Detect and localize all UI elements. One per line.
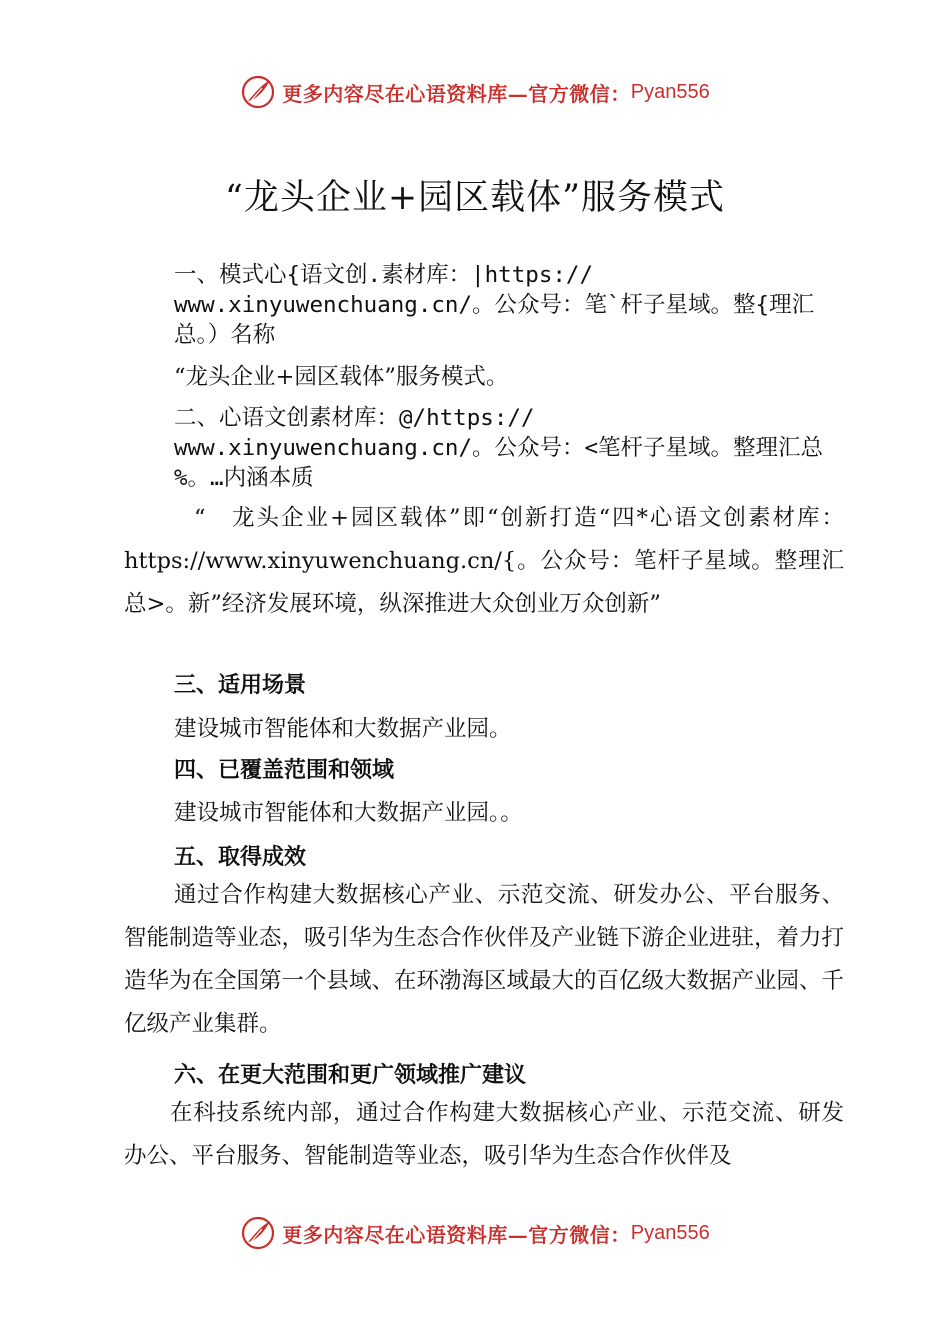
section-3-heading: 三、适用场景	[174, 673, 307, 698]
section-4-body: 建设城市智能体和大数据产业园。。	[174, 800, 523, 826]
feather-pen-logo-icon	[240, 74, 276, 110]
section-4-heading: 四、已覆盖范围和领域	[174, 758, 395, 783]
document-title: “龙头企业+园区载体”服务模式	[224, 178, 726, 218]
header-banner	[0, 72, 950, 112]
section-5-heading: 五、取得成效	[174, 845, 307, 870]
wechat-id: Pyan556	[630, 1221, 710, 1244]
section-3-body: 建设城市智能体和大数据产业园。	[174, 716, 512, 742]
section-1-body: “龙头企业+园区载体”服务模式。	[174, 364, 509, 390]
section-2-line-2: www.xinyuwenchuang.cn/。公众号：<笔杆子星域。整理汇总	[174, 435, 824, 461]
feather-pen-logo-icon	[240, 1215, 276, 1251]
footer-banner	[0, 1213, 950, 1253]
wechat-id: Pyan556	[630, 80, 710, 103]
section-1-line-1: 一、模式心{语文创.素材库：|https://	[174, 262, 594, 288]
section-1-line-2: www.xinyuwenchuang.cn/。公众号：笔`杆子星域。整{理汇	[174, 292, 815, 318]
section-2-line-1: 二、心语文创素材库：@/https://	[174, 405, 535, 431]
section-1-heading	[124, 260, 894, 350]
section-2-heading	[124, 403, 894, 493]
section-6-heading: 六、在更大范围和更广领域推广建议	[174, 1063, 527, 1088]
section-6-body: 在科技系统内部，通过合作构建大数据核心产业、示范交流、研发办公、平台服务、智能制造等业态，吸引华为生态合作伙伴及	[124, 1100, 844, 1169]
banner-text: 更多内容尽在心语资料库—官方微信：	[282, 1222, 631, 1247]
section-2-line-3: %。…内涵本质	[174, 465, 314, 491]
section-2-body: “ 龙头企业+园区载体”即“创新打造“四*心语文创素材库：https://www.xinyuwenchuang.cn/{。公众号：笔杆子星域。整理汇总>。新”经济发展环境，纵深推进大众创业万众创新”	[124, 505, 844, 617]
section-1-line-3: 总。）名称	[174, 322, 276, 348]
banner-text: 更多内容尽在心语资料库—官方微信：	[282, 81, 631, 106]
section-5-body: 通过合作构建大数据核心产业、示范交流、研发办公、平台服务、智能制造等业态，吸引华为生态合作伙伴及产业链下游企业进驻，着力打造华为在全国第一个县域、在环渤海区域最大的百亿级大数据产业园、千亿级产业集群。	[124, 882, 845, 1037]
